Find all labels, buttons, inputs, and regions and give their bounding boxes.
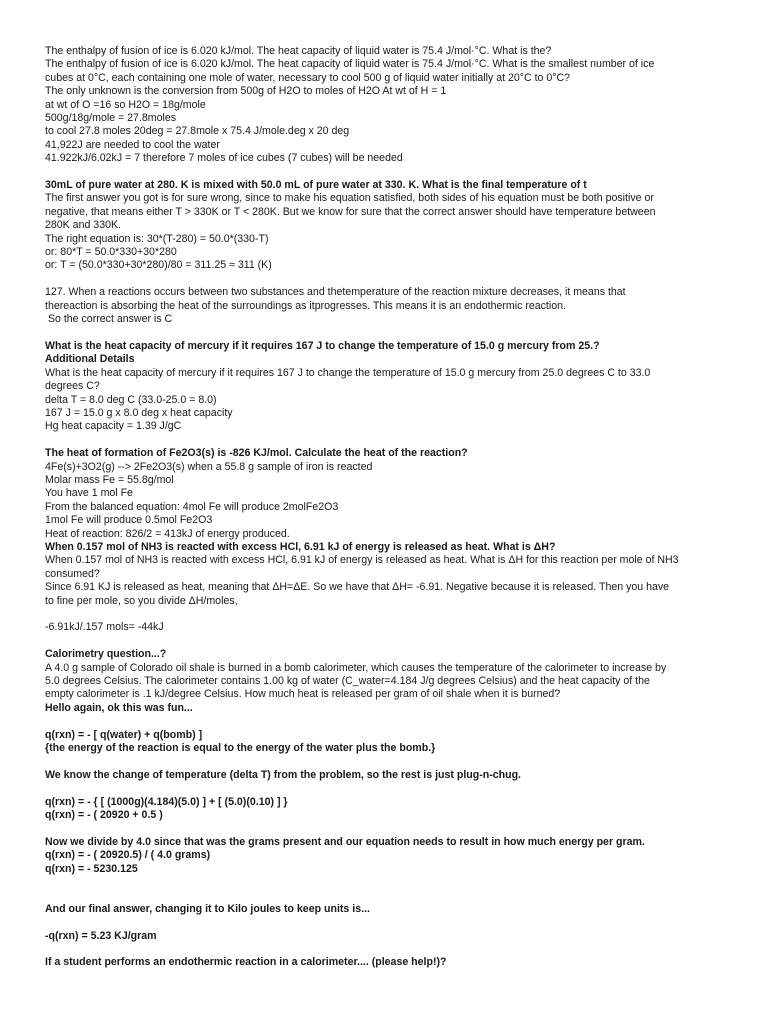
text-line: Since 6.91 KJ is released as heat, meaning that ΔH=ΔE. So we have that ΔH= -6.91. Negative because it is released. Then you have (45, 581, 670, 594)
text-line: You have 1 mol Fe (45, 487, 133, 500)
reply-intro: Hello again, ok this was fun... (45, 701, 193, 714)
question-heading: When 0.157 mol of NH3 is reacted with excess HCl, 6.91 kJ of energy is released as heat. What is ΔH? (45, 540, 556, 553)
text-line: 41,922J are needed to cool the water (45, 138, 220, 151)
final-answer: -q(rxn) = 5.23 KJ/gram (45, 929, 157, 942)
text-line: The right equation is: 30*(T-280) = 50.0*(330-T) (45, 232, 269, 245)
text-line: 4Fe(s)+3O2(g) --> 2Fe2O3(s) when a 55.8 g sample of iron is reacted (45, 460, 373, 473)
text-line: Hg heat capacity = 1.39 J/gC (45, 420, 182, 433)
text-line: From the balanced equation: 4mol Fe will produce 2molFe2O3 (45, 500, 339, 513)
answer-block-calorimetry (45, 662, 725, 702)
text-line: or: 80*T = 50.0*330+30*280 (45, 246, 177, 259)
sub-heading: Additional Details (45, 353, 135, 366)
answer-block-fe2o3 (45, 461, 725, 541)
text-line: 127. When a reactions occurs between two substances and thetemperature of the reaction mixture decreases, it means that (45, 286, 626, 299)
text-line: Heat of reaction: 826/2 = 413kJ of energy produced. (45, 527, 290, 540)
text-line: cubes at 0°C, each containing one mole of water, necessary to cool 500 g of liquid water initially at 20°C to 0°C? (45, 71, 571, 84)
question-heading: 30mL of pure water at 280. K is mixed with 50.0 mL of pure water at 330. K. What is the final temperature of t (45, 179, 587, 192)
text-line: Molar mass Fe = 55.8g/mol (45, 473, 174, 486)
equation-line: q(rxn) = - [ q(water) + q(bomb) ] (45, 728, 203, 741)
question-heading: Calorimetry question...? (45, 648, 167, 661)
equation-line: q(rxn) = - ( 20920.5) / ( 4.0 grams) (45, 849, 211, 862)
text-line: A 4.0 g sample of Colorado oil shale is burned in a bomb calorimeter, which causes the temperature of the calorimeter to increase by (45, 661, 667, 674)
text-line: to fine per mole, so you divide ΔH/moles, (45, 594, 238, 607)
text-line: The enthalpy of fusion of ice is 6.020 kJ/mol. The heat capacity of liquid water is 75.4 J/mol·°C. What is the smallest number of ice (45, 58, 655, 71)
text-line: 41.922kJ/6.02kJ = 7 therefore 7 moles of ice cubes (7 cubes) will be needed (45, 152, 403, 165)
text-line: negative, that means either T > 330K or T < 280K. But we know for sure that the correct answer should have temperature between (45, 205, 656, 218)
answer-block-nh3 (45, 554, 725, 634)
text-line: 167 J = 15.0 g x 8.0 deg x heat capacity (45, 406, 233, 419)
text-line: delta T = 8.0 deg C (33.0-25.0 = 8.0) (45, 393, 217, 406)
text-line: We know the change of temperature (delta T) from the problem, so the rest is just plug-n-chug. (45, 768, 521, 781)
text-line: What is the heat capacity of mercury if it requires 167 J to change the temperature of 15.0 g mercury from 25.0 degrees C to 33.0 (45, 366, 651, 379)
text-line: When 0.157 mol of NH3 is reacted with excess HCl, 6.91 kJ of energy is released as heat. What is ΔH for this reaction per mole of NH3 (45, 554, 679, 567)
text-line: The first answer you got is for sure wrong, since to make his equation satisfied, both sides of his equation must be both positive or (45, 192, 654, 205)
text-line: Now we divide by 4.0 since that was the grams present and our equation needs to result in how much energy per gram. (45, 835, 645, 848)
text-line: at wt of O =16 so H2O = 18g/mole (45, 98, 206, 111)
answer-block-endothermic (45, 286, 725, 326)
equation-line: q(rxn) = - 5230.125 (45, 862, 138, 875)
text-line: The enthalpy of fusion of ice is 6.020 kJ/mol. The heat capacity of liquid water is 75.4 J/mol·°C. What is the? (45, 45, 552, 57)
text-line: degrees C? (45, 380, 100, 393)
answer-block-mixing (45, 192, 725, 272)
document-page (45, 45, 725, 970)
equation-line: q(rxn) = - ( 20920 + 0.5 ) (45, 809, 163, 822)
text-line: The only unknown is the conversion from 500g of H2O to moles of H2O At wt of H = 1 (45, 85, 447, 98)
text-line: 280K and 330K. (45, 219, 121, 232)
text-line: 1mol Fe will produce 0.5mol Fe2O3 (45, 514, 213, 527)
text-line: And our final answer, changing it to Kilo joules to keep units is... (45, 902, 370, 915)
equation-line: q(rxn) = - { [ (1000g)(4.184)(5.0) ] + [ (5.0)(0.10) ] } (45, 795, 288, 808)
equation-note: {the energy of the reaction is equal to the energy of the water plus the bomb.} (45, 742, 436, 755)
text-line: empty calorimeter is .1 kJ/degree Celsius. How much heat is released per gram of oil shale when it is burned? (45, 688, 561, 701)
text-line: 5.0 degrees Celsius. The calorimeter contains 1.00 kg of water (C_water=4.184 J/g degrees Celsius) and the heat capacity of the (45, 675, 650, 687)
answer-block-mercury (45, 367, 725, 434)
question-heading: What is the heat capacity of mercury if it requires 167 J to change the temperature of 15.0 g mercury from 25.? (45, 339, 600, 352)
text-line: -6.91kJ/.157 mols= -44kJ (45, 621, 164, 634)
text-line: consumed? (45, 567, 100, 580)
text-line: 500g/18g/mole = 27.8moles (45, 112, 177, 125)
text-line: to cool 27.8 moles 20deg = 27.8mole x 75.4 J/mole.deg x 20 deg (45, 125, 350, 138)
text-line: thereaction is absorbing the heat of the surroundings as itprogresses. This means it is an endothermic reaction. (45, 299, 566, 312)
question-heading: If a student performs an endothermic reaction in a calorimeter.... (please help!)? (45, 956, 447, 969)
text-line: or: T = (50.0*330+30*280)/80 = 311.25 ≈ 311 (K) (45, 259, 272, 272)
answer-block-ice-cubes (45, 45, 725, 166)
text-line: So the correct answer is C (45, 313, 173, 326)
question-heading: The heat of formation of Fe2O3(s) is -826 KJ/mol. Calculate the heat of the reaction? (45, 447, 468, 460)
